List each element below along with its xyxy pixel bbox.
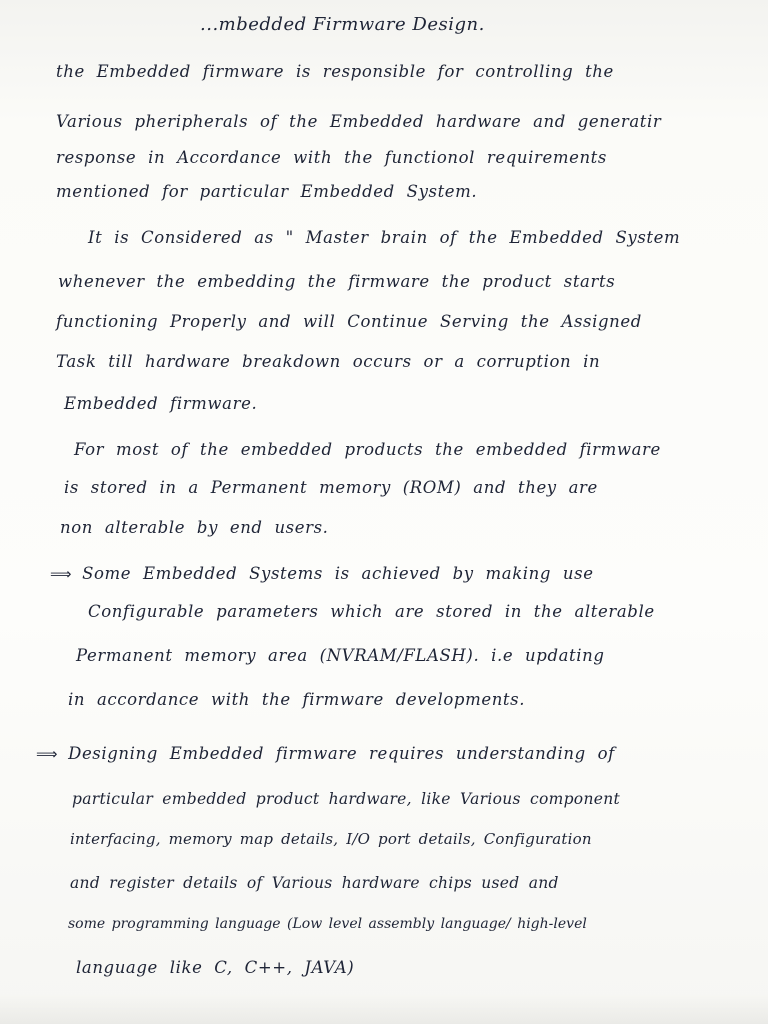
paragraph-1-line-4: mentioned for particular Embedded System. — [56, 182, 478, 201]
paragraph-4-line-1 — [50, 564, 594, 583]
paragraph-4-line-4: in accordance with the firmware developments. — [68, 690, 526, 709]
paragraph-4-line-1-text: Some Embedded Systems is achieved by making use — [82, 564, 594, 583]
paragraph-4-line-3: Permanent memory area (NVRAM/FLASH). i.e updating — [76, 646, 605, 665]
paragraph-5-line-1 — [36, 744, 615, 763]
paragraph-2-line-2: whenever the embedding the firmware the product starts — [58, 272, 616, 291]
arrow-bullet-icon: ⟹ — [50, 565, 73, 583]
paragraph-1-line-1: the Embedded firmware is responsible for controlling the — [56, 62, 614, 81]
paragraph-1-line-2: Various pheripherals of the Embedded hardware and generatir — [56, 112, 662, 131]
paragraph-2-line-3: functioning Properly and will Continue Serving the Assigned — [56, 312, 642, 331]
paragraph-5-line-1-text: Designing Embedded firmware requires understanding of — [68, 744, 615, 763]
paragraph-5-line-5: some programming language (Low level assembly language/ high-level — [68, 916, 587, 932]
page-title: ...mbedded Firmware Design. — [200, 14, 485, 35]
paragraph-3-line-3: non alterable by end users. — [60, 518, 329, 537]
paragraph-2-line-1: It is Considered as " Master brain of the Embedded System — [88, 228, 681, 247]
paragraph-5-line-2: particular embedded product hardware, like Various component — [72, 790, 621, 808]
page-edge-shadow — [0, 994, 768, 1024]
paragraph-5-line-3: interfacing, memory map details, I/O port details, Configuration — [70, 830, 592, 848]
paragraph-2-line-4: Task till hardware breakdown occurs or a corruption in — [56, 352, 601, 371]
paragraph-2-line-5: Embedded firmware. — [64, 394, 258, 413]
paragraph-5-line-4: and register details of Various hardware chips used and — [70, 874, 559, 892]
paragraph-1-line-3: response in Accordance with the functionol requirements — [56, 148, 607, 167]
paragraph-4-line-2: Configurable parameters which are stored in the alterable — [88, 602, 655, 621]
paragraph-3-line-2: is stored in a Permanent memory (ROM) and they are — [64, 478, 598, 497]
arrow-bullet-icon: ⟹ — [36, 745, 59, 763]
paragraph-5-line-6: language like C, C++, JAVA) — [76, 958, 355, 977]
paragraph-3-line-1: For most of the embedded products the embedded firmware — [74, 440, 661, 459]
